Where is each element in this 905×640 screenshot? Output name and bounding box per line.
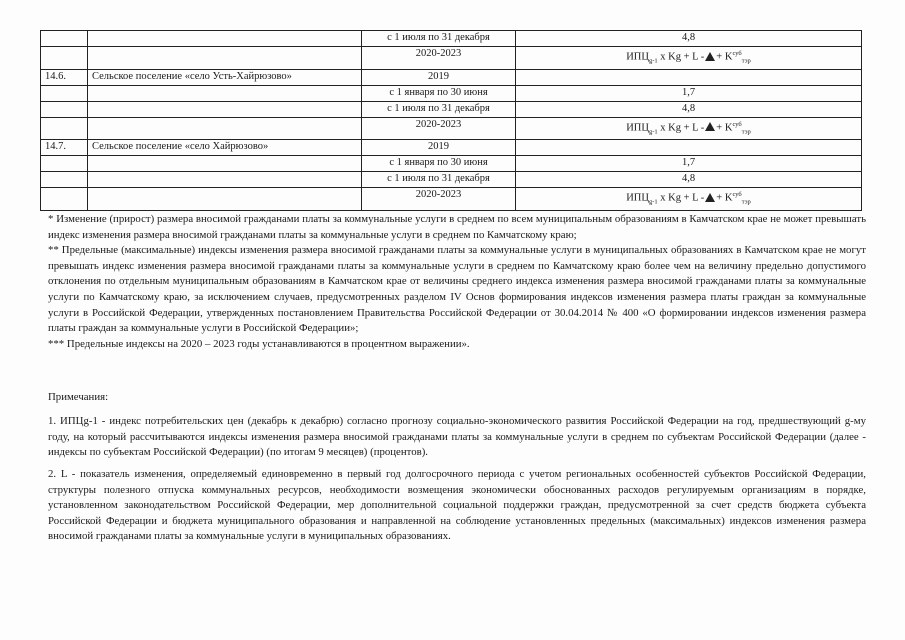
note-1: 1. ИПЦg-1 - индекс потребительских цен (декабрь к декабрю) согласно прогнозу социально-экономического развития Российской Федерации на год, предшествующий g-му году, на который рассчитываются индексы изменения размера вносимой гражданами платы за коммунальные услуги в среднем по субъектам Российской Федерации (далее - индексы по субъектам Российской Федерации) (по итогам 9 месяцев) (процентов). [48,415,866,459]
footnotes [48,212,866,352]
settlement-name [88,101,362,117]
period-cell: с 1 июля по 31 декабря [362,31,516,47]
row-number: 14.6. [41,69,88,85]
formula-ipc-sub: g-1 [648,198,658,206]
index-value: 4,8 [516,31,862,47]
settlement-name [88,156,362,172]
table-row [41,85,862,101]
index-value [516,140,862,156]
footnote-1: * Изменение (прирост) размера вносимой гражданами платы за коммунальные услуги в среднем по всем муниципальным образованиям в Камчатском крае не может превышать индекс изменения размера вносимой гражданами платы за коммунальные услуги в среднем по Камчатскому краю; [48,213,866,241]
table-row [41,172,862,188]
table-row [41,101,862,117]
notes-heading: Примечания: [48,391,109,403]
table-row [41,188,862,211]
period-cell: с 1 июля по 31 декабря [362,101,516,117]
formula-ipc: ИПЦ [626,192,649,204]
delta-icon [705,122,715,131]
formula-k-sup: суб [732,120,742,128]
period-cell: с 1 января по 30 июня [362,156,516,172]
row-number [41,85,88,101]
index-value: 4,8 [516,172,862,188]
row-number [41,172,88,188]
note-2: 2. L - показатель изменения, определяемый единовременно в первый год долгосрочного периода с учетом региональных особенностей субъектов Российской Федерации, структуры полезного отпуска коммунальных ресурсов, необходимости возмещения экономически обоснованных расходов регулируемым организациям в порядке, установленном законодательством Российской Федерации, мер дополнительной социальной поддержки граждан, предусмотренной за счет средств бюджета субъекта Российской Федерации и бюджета муниципального образования и направленной на соблюдение установленных предельных (максимальных) индексов изменения размера вносимой гражданами платы за коммунальные услуги в муниципальных образованиях. [48,468,866,543]
delta-icon [705,52,715,61]
period-cell: 2020-2023 [362,117,516,140]
row-number: 14.7. [41,140,88,156]
formula-plus-k: + K [716,122,733,134]
settlement-name [88,31,362,47]
formula-ipc-sub: g-1 [648,57,658,65]
settlement-name [88,172,362,188]
formula-ipc: ИПЦ [626,51,649,63]
period-cell: 2019 [362,140,516,156]
settlement-name [88,85,362,101]
formula-ipc-sub: g-1 [648,128,658,136]
row-number [41,101,88,117]
footnote-2: ** Предельные (максимальные) индексы изменения размера вносимой гражданами платы за коммунальные услуги в муниципальных образованиях в Камчатском крае не могут превышать индекс изменения размера вносимой гражданами платы за коммунальные услуги в среднем по Камчатскому краю более чем на величину предельно допустимого отклонения по отдельным муниципальным образованиям в Камчатском крае от величины среднего индекса изменения размера вносимой гражданами платы за коммунальные услуги по Камчатскому краю, за исключением случаев, предусмотренных разделом IV Основ формирования индексов изменения размера платы граждан за коммунальные услуги в Российской Федерации, утвержденных постановлением Правительства Российской Федерации от 30.04.2014 № 400 «О формировании индексов изменения размера платы граждан за коммунальные услуги в Российской Федерации»; [48,244,866,335]
index-value: 1,7 [516,156,862,172]
settlement-name: Сельское поселение «село Хайрюзово» [88,140,362,156]
period-cell: 2019 [362,69,516,85]
footnote-3: *** Предельные индексы на 2020 – 2023 годы устанавливаются в процентном выражении». [48,337,470,350]
formula-k-sub: тэр [741,128,751,136]
index-value: 1,7 [516,85,862,101]
period-cell: 2020-2023 [362,188,516,211]
table-row [41,140,862,156]
delta-icon [705,193,715,202]
formula-middle: х Kg + L - [657,122,705,134]
table-row [41,69,862,85]
index-formula [516,47,862,70]
formula-middle: х Kg + L - [657,51,705,63]
table-row [41,31,862,47]
index-value: 4,8 [516,101,862,117]
formula-plus-k: + K [716,51,733,63]
formula-plus-k: + K [716,192,733,204]
index-value [516,69,862,85]
formula-middle: х Kg + L - [657,192,705,204]
formula-k-sup: суб [732,50,742,57]
formula-k-sub: тэр [741,57,751,65]
tariff-index-table [40,30,862,211]
settlement-name: Сельское поселение «село Усть-Хайрюзово» [88,69,362,85]
row-number [41,188,88,211]
index-formula [516,188,862,211]
settlement-name [88,188,362,211]
formula-k-sub: тэр [741,198,751,206]
row-number [41,31,88,47]
table-row [41,117,862,140]
row-number [41,117,88,140]
period-cell: с 1 июля по 31 декабря [362,172,516,188]
settlement-name [88,47,362,70]
row-number [41,156,88,172]
index-formula [516,117,862,140]
settlement-name [88,117,362,140]
period-cell: 2020-2023 [362,47,516,70]
table-row [41,47,862,70]
formula-k-sup: суб [732,191,742,199]
period-cell: с 1 января по 30 июня [362,85,516,101]
row-number [41,47,88,70]
formula-ipc: ИПЦ [626,122,649,134]
table-row [41,156,862,172]
